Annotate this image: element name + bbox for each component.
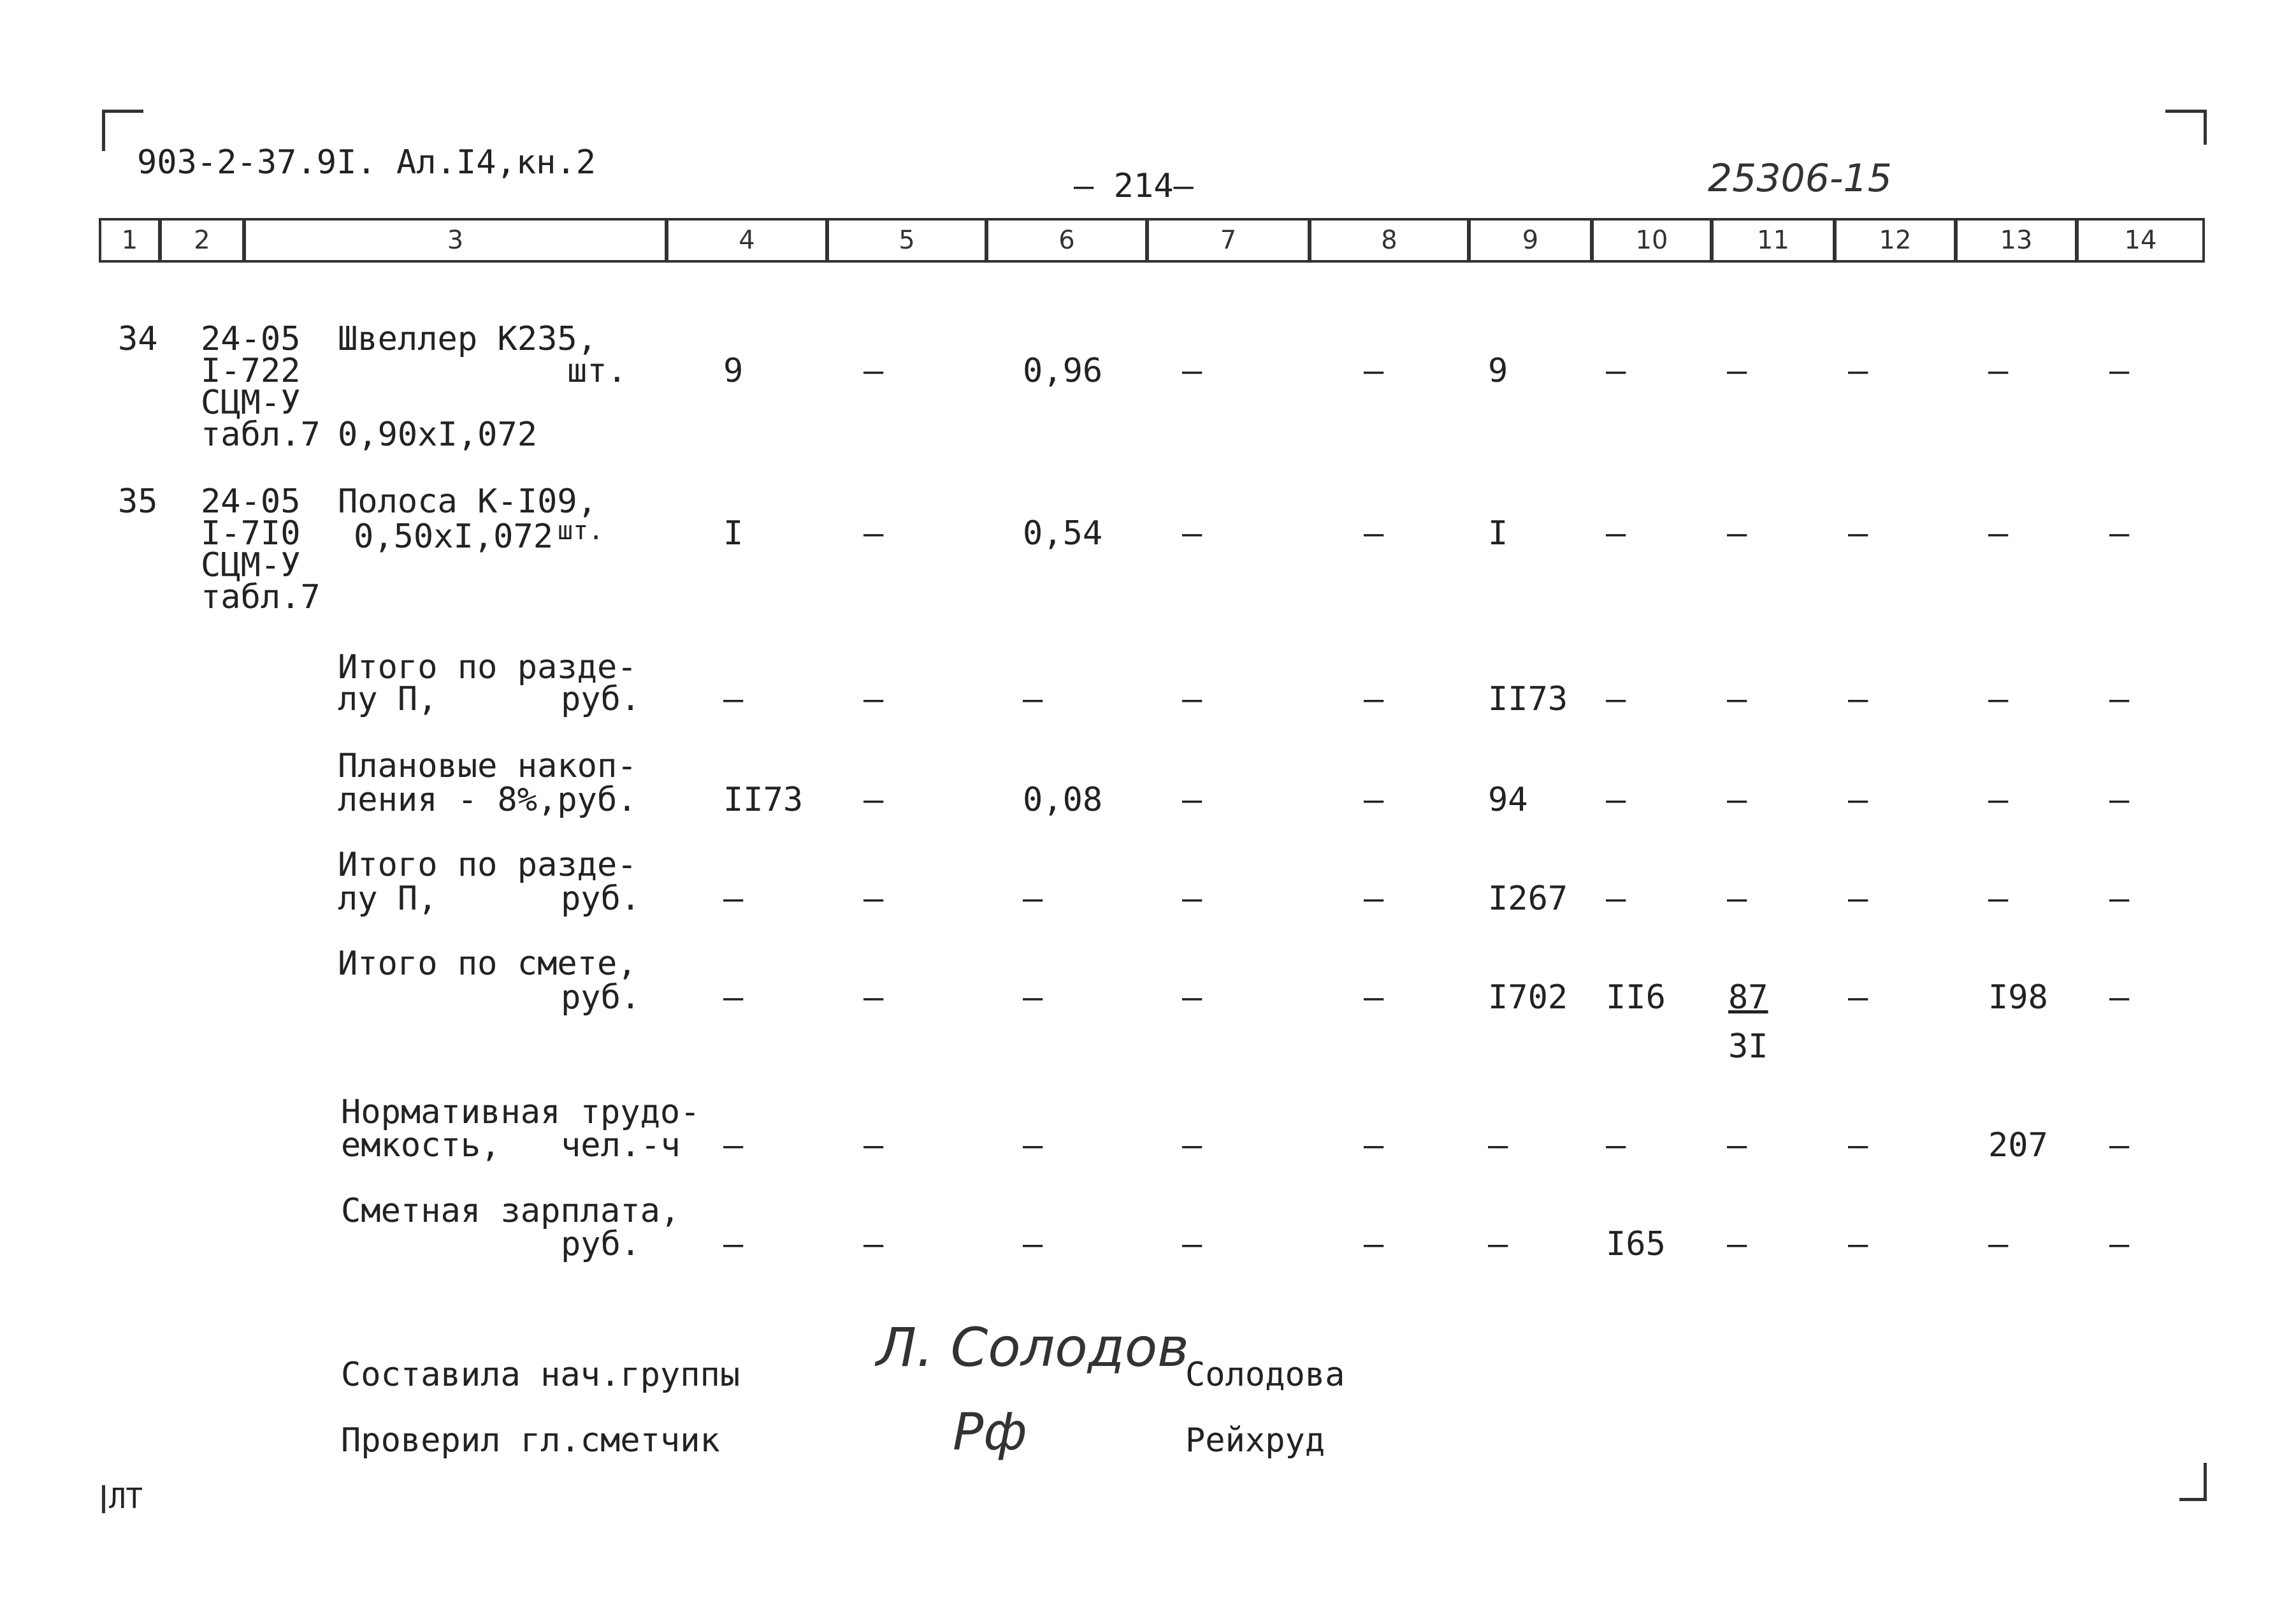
cell: – xyxy=(1023,880,1043,918)
cell: 207 xyxy=(1988,1126,2048,1165)
cell: – xyxy=(1848,781,1868,819)
cell: – xyxy=(863,880,884,918)
cell: – xyxy=(1606,880,1626,918)
page-number: — 214— xyxy=(1074,167,1194,205)
column-header: 12 xyxy=(1837,221,1958,260)
norm-code: табл.7 xyxy=(201,416,321,454)
cell: – xyxy=(1023,1126,1043,1165)
cell: – xyxy=(1848,1225,1868,1263)
total-label: Итого по смете, xyxy=(338,945,637,983)
item-name: 0,90хI,072 xyxy=(338,416,538,454)
column-header: 13 xyxy=(1958,221,2079,260)
cell: – xyxy=(1727,880,1747,918)
item-name: Швеллер К235, xyxy=(338,320,597,358)
cell: – xyxy=(863,352,884,390)
cell: – xyxy=(1182,978,1202,1017)
document-code: 903-2-37.9I. Ал.I4,кн.2 xyxy=(137,143,596,182)
column-header: 1 xyxy=(101,221,162,260)
corner-mark-bottom-right xyxy=(2179,1463,2207,1501)
cell: – xyxy=(1848,680,1868,718)
cell: – xyxy=(1182,680,1202,718)
column-header: 11 xyxy=(1714,221,1837,260)
cell: – xyxy=(723,978,744,1017)
total-label: Сметная зарплата, xyxy=(341,1192,681,1230)
cell: – xyxy=(1848,880,1868,918)
cell: – xyxy=(1988,352,2009,390)
column-header: 9 xyxy=(1471,221,1594,260)
column-header: 5 xyxy=(829,221,988,260)
corner-mark-top-right xyxy=(2165,110,2207,145)
cell: – xyxy=(1364,880,1384,918)
norm-code: I-722 xyxy=(201,352,301,390)
item-unit: шт. xyxy=(567,352,627,390)
cell: – xyxy=(863,978,884,1017)
cell: II6 xyxy=(1606,978,1666,1017)
signer-role: Проверил гл.сметчик xyxy=(341,1421,720,1460)
norm-code: СЦМ-У xyxy=(201,546,301,584)
cell: – xyxy=(1182,880,1202,918)
cell: – xyxy=(1364,781,1384,819)
cell: – xyxy=(1727,680,1747,718)
column-header-row xyxy=(99,218,2205,263)
norm-code: 24-05 xyxy=(201,483,301,521)
cell: I98 xyxy=(1988,978,2048,1017)
cell: – xyxy=(2109,880,2130,918)
total-unit: руб. xyxy=(561,978,641,1017)
cell: 0,54 xyxy=(1023,514,1103,553)
signer-role: Составила нач.группы xyxy=(341,1356,740,1394)
cell: 9 xyxy=(1488,352,1508,390)
cell: – xyxy=(863,1126,884,1165)
cell: – xyxy=(1488,1126,1508,1165)
row-number: 34 xyxy=(118,320,158,358)
cell: – xyxy=(1988,880,2009,918)
cell: – xyxy=(1023,680,1043,718)
cell: I xyxy=(1488,514,1508,553)
cell: – xyxy=(2109,680,2130,718)
cell: 87 xyxy=(1728,978,1768,1017)
cell-secondary: 3I xyxy=(1728,1027,1768,1066)
cell: – xyxy=(1848,978,1868,1017)
column-header: 4 xyxy=(668,221,829,260)
total-label: емкость, xyxy=(341,1126,501,1165)
cell: – xyxy=(2109,514,2130,553)
total-label: лу П, xyxy=(338,880,438,918)
cell: – xyxy=(1988,1225,2009,1263)
total-label: лу П, xyxy=(338,680,438,718)
cell: – xyxy=(723,1126,744,1165)
cell: – xyxy=(1182,781,1202,819)
footer-mark-text: ЛТ xyxy=(109,1483,143,1515)
cell: – xyxy=(863,781,884,819)
total-unit: руб. xyxy=(561,1225,641,1263)
cell: – xyxy=(1606,352,1626,390)
cell: – xyxy=(2109,352,2130,390)
column-header: 7 xyxy=(1149,221,1311,260)
cell: – xyxy=(863,680,884,718)
cell: – xyxy=(2109,1126,2130,1165)
item-name: 0,50хI,072 xyxy=(354,518,554,556)
cell: 9 xyxy=(723,352,744,390)
cell: – xyxy=(1988,680,2009,718)
footer-mark xyxy=(102,1485,143,1513)
column-header: 14 xyxy=(2124,226,2157,255)
cell: – xyxy=(2109,1225,2130,1263)
norm-code: I-7I0 xyxy=(201,514,301,553)
handwritten-signature: Рф xyxy=(953,1402,1027,1462)
norm-code: табл.7 xyxy=(201,578,321,616)
cell: – xyxy=(723,880,744,918)
cell: – xyxy=(1727,1126,1747,1165)
cell: – xyxy=(1848,514,1868,553)
cell: – xyxy=(863,514,884,553)
column-header: 6 xyxy=(988,221,1149,260)
column-header: 3 xyxy=(246,221,668,260)
cell: – xyxy=(1606,1126,1626,1165)
cell: – xyxy=(1848,1126,1868,1165)
cell: – xyxy=(1364,352,1384,390)
cell: – xyxy=(1488,1225,1508,1263)
cell: – xyxy=(723,680,744,718)
cell: – xyxy=(1364,1225,1384,1263)
total-unit: руб. xyxy=(561,880,641,918)
signer-name: Рейхруд xyxy=(1185,1421,1325,1460)
cell: – xyxy=(1848,352,1868,390)
cell: – xyxy=(1988,781,2009,819)
total-unit: руб. xyxy=(561,680,641,718)
cell: – xyxy=(1182,352,1202,390)
cell: I65 xyxy=(1606,1225,1666,1263)
cell: – xyxy=(1182,1225,1202,1263)
norm-code: СЦМ-У xyxy=(201,384,301,422)
cell: – xyxy=(1606,781,1626,819)
cell: – xyxy=(863,1225,884,1263)
cell: I xyxy=(723,514,744,553)
cell: 0,96 xyxy=(1023,352,1103,390)
cell: – xyxy=(1727,781,1747,819)
norm-code: 24-05 xyxy=(201,320,301,358)
cell: – xyxy=(723,1225,744,1263)
cell: – xyxy=(2109,978,2130,1017)
cell: – xyxy=(1023,978,1043,1017)
cell: – xyxy=(1364,514,1384,553)
cell: – xyxy=(1182,514,1202,553)
total-label: Итого по разде- xyxy=(338,846,637,884)
cell: 0,08 xyxy=(1023,781,1103,819)
total-label: Нормативная трудо- xyxy=(341,1093,700,1131)
cell: II73 xyxy=(1488,680,1568,718)
signer-name: Солодова xyxy=(1185,1356,1345,1394)
cell: – xyxy=(1023,1225,1043,1263)
item-unit: шт. xyxy=(558,516,604,546)
total-label: Плановые накоп- xyxy=(338,747,637,785)
row-number: 35 xyxy=(118,483,158,521)
column-header: 2 xyxy=(162,221,246,260)
item-name: Полоса К-I09, xyxy=(338,483,597,521)
total-label: Итого по разде- xyxy=(338,648,637,686)
column-header: 10 xyxy=(1594,221,1714,260)
stamp-number: 25306-15 xyxy=(1708,156,1892,201)
total-unit: чел.-ч xyxy=(561,1126,681,1165)
total-label: ления - 8%,руб. xyxy=(338,781,637,819)
cell: 94 xyxy=(1488,781,1528,819)
cell: – xyxy=(1727,1225,1747,1263)
handwritten-signature: Л. Солодов xyxy=(876,1316,1189,1379)
cell: – xyxy=(1364,1126,1384,1165)
cell: II73 xyxy=(723,781,804,819)
cell: – xyxy=(1364,978,1384,1017)
cell: – xyxy=(1606,680,1626,718)
cell: – xyxy=(2109,781,2130,819)
cell: – xyxy=(1727,514,1747,553)
cell: I702 xyxy=(1488,978,1568,1017)
cell: – xyxy=(1182,1126,1202,1165)
column-header: 8 xyxy=(1311,221,1471,260)
cell: – xyxy=(1364,680,1384,718)
cell: I267 xyxy=(1488,880,1568,918)
cell: – xyxy=(1606,514,1626,553)
cell: – xyxy=(1727,352,1747,390)
cell: – xyxy=(1988,514,2009,553)
